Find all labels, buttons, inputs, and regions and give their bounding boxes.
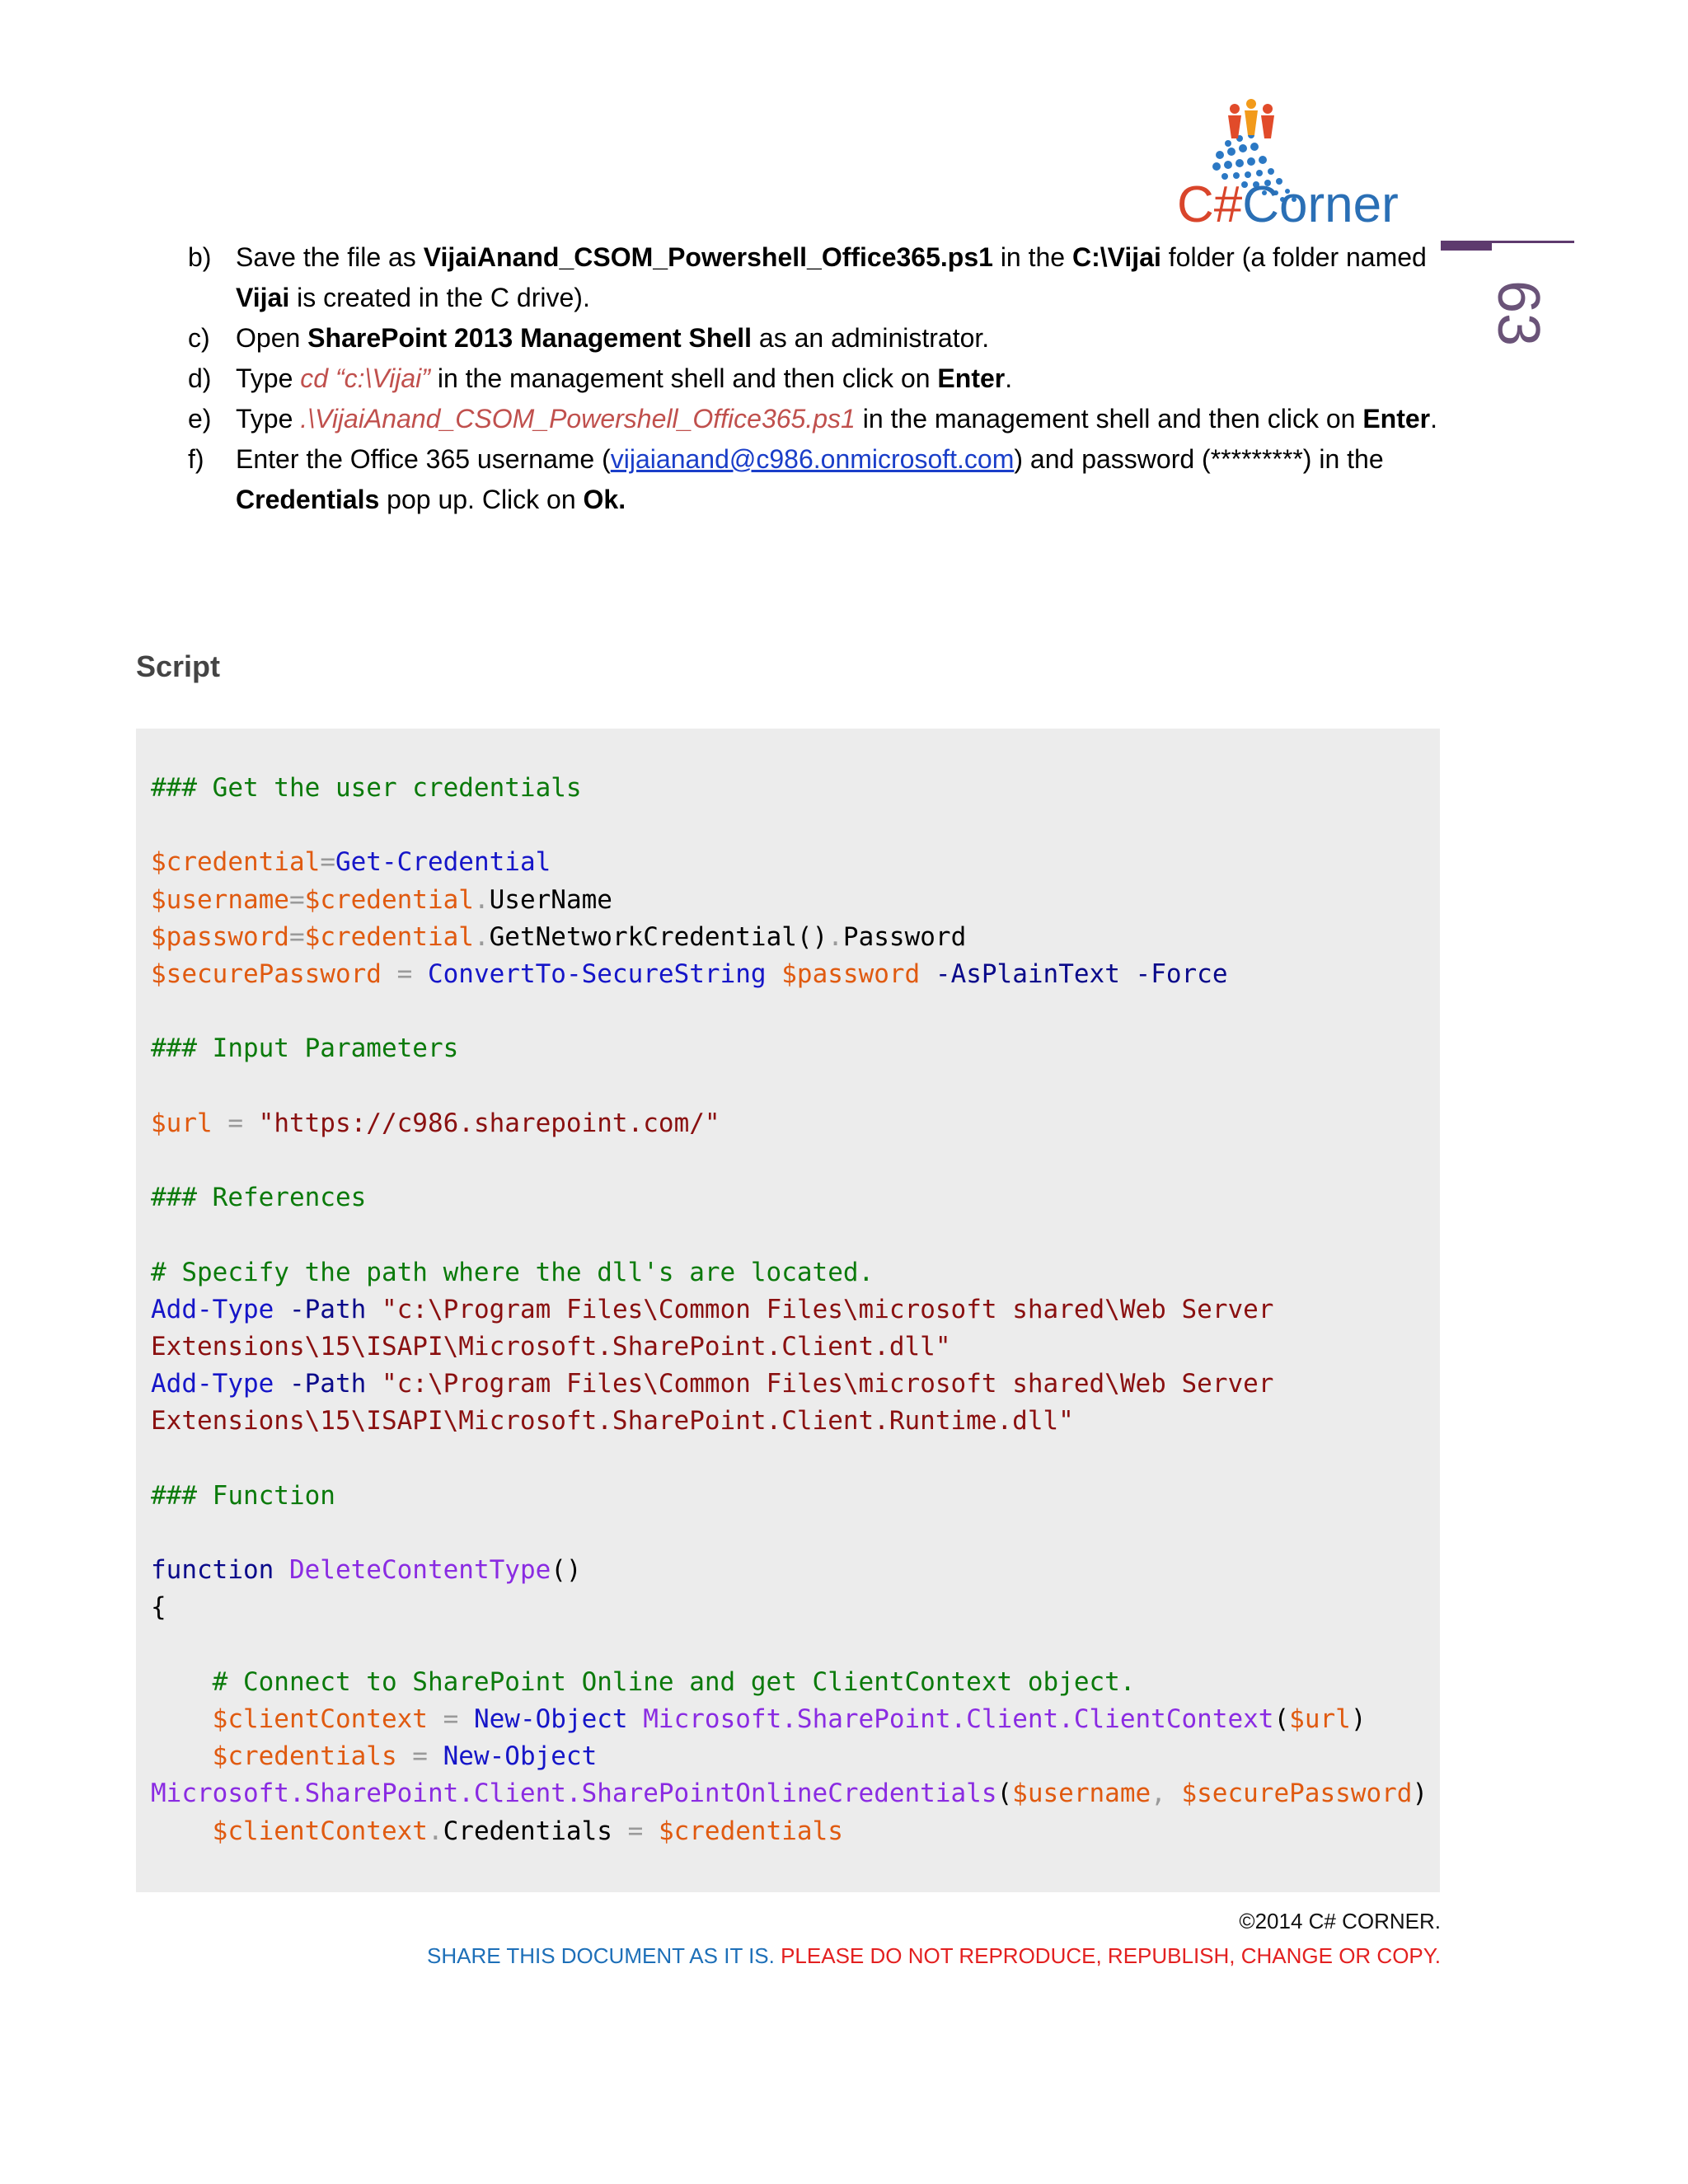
step-label: d) <box>188 363 212 393</box>
code-token: $clientContext <box>212 1704 428 1735</box>
code-line <box>151 956 1428 993</box>
code-line <box>151 1179 1428 1216</box>
code-token: New-Object <box>443 1741 598 1772</box>
step-plain-text: pop up. Click on <box>379 485 584 514</box>
code-token: = <box>288 921 305 952</box>
code-token: $credential <box>151 847 321 878</box>
code-line <box>151 1515 1428 1552</box>
code-token: ( <box>1273 1704 1290 1735</box>
brand-wordmark <box>1177 176 1399 233</box>
step-plain-text: Enter the Office 365 username ( <box>236 444 611 474</box>
code-line <box>151 1738 1428 1775</box>
code-line <box>151 1664 1428 1701</box>
footer-notice <box>427 1943 1441 1969</box>
code-token: $credentials <box>658 1816 843 1846</box>
code-token <box>274 1295 289 1324</box>
code-token: . <box>427 1816 443 1846</box>
code-token: = <box>320 847 335 878</box>
code-token: $securePassword <box>1181 1779 1413 1809</box>
code-token: Extensions\15\ISAPI\Microsoft.SharePoint.Client.Runtime.dll" <box>151 1406 1074 1436</box>
code-token: $credentials <box>212 1741 397 1772</box>
code-line <box>151 1589 1428 1626</box>
step-item <box>188 237 1449 318</box>
code-token: { <box>151 1592 166 1623</box>
code-token: $password <box>151 921 289 952</box>
step-item <box>188 359 1449 399</box>
code-line <box>151 882 1428 919</box>
code-token <box>366 1369 382 1399</box>
code-token: () <box>551 1555 582 1586</box>
step-label: c) <box>188 323 210 353</box>
page-number: 63 <box>1485 280 1551 347</box>
step-bold-text: Enter <box>1362 404 1431 434</box>
code-token: = <box>381 959 428 990</box>
code-token <box>274 1555 289 1585</box>
step-text <box>236 318 1449 359</box>
code-token: $credential <box>304 884 474 915</box>
code-token: $securePassword <box>151 959 382 990</box>
code-token: = <box>396 1741 443 1772</box>
code-token: $clientContext <box>212 1816 428 1846</box>
step-plain-text: . <box>1005 363 1013 393</box>
step-text <box>236 439 1449 520</box>
code-token: $url <box>1289 1704 1351 1735</box>
code-line <box>151 1627 1428 1664</box>
step-bold-text: VijaiAnand_CSOM_Powershell_Office365.ps1 <box>423 242 993 272</box>
code-token: # Specify the path where the dll's are located. <box>151 1257 874 1287</box>
code-token <box>274 1369 289 1399</box>
code-block <box>136 729 1440 1892</box>
code-line <box>151 1701 1428 1738</box>
code-token: = <box>612 1816 659 1846</box>
code-token: ### Function <box>151 1480 335 1511</box>
step-label: e) <box>188 404 212 434</box>
step-text <box>236 359 1449 399</box>
code-token: $username <box>151 884 289 915</box>
code-token: "c:\Program Files\Common Files\microsoft shared\Web Server <box>381 1294 1274 1324</box>
code-token: GetNetworkCredential() <box>489 921 828 952</box>
code-line <box>151 1068 1428 1105</box>
code-line <box>151 1478 1428 1515</box>
code-token: , <box>1151 1779 1182 1809</box>
step-plain-text: ) and password (*********) in the <box>1014 444 1384 474</box>
code-line <box>151 770 1428 807</box>
step-plain-text: is created in the C drive). <box>289 283 590 312</box>
code-token: Credentials <box>443 1816 612 1846</box>
code-line <box>151 1030 1428 1067</box>
step-plain-text: Save the file as <box>236 242 424 272</box>
code-token <box>151 1667 213 1697</box>
step-command-text: cd “c:\Vijai” <box>300 363 430 393</box>
code-token: Extensions\15\ISAPI\Microsoft.SharePoint.Client.dll" <box>151 1332 951 1362</box>
code-token: . <box>473 884 490 915</box>
code-line <box>151 1291 1428 1329</box>
code-token: Get-Credential <box>335 847 551 878</box>
code-token <box>151 1741 213 1771</box>
code-token: $credential <box>304 921 474 952</box>
instruction-steps <box>188 237 1449 520</box>
code-token: New-Object <box>473 1704 628 1735</box>
code-token: Password <box>842 921 967 952</box>
step-bold-text: Enter <box>937 363 1006 393</box>
code-token: Add-Type <box>151 1294 274 1324</box>
code-token <box>628 1704 644 1734</box>
step-plain-text: Type <box>236 404 301 434</box>
code-token: ### Get the user credentials <box>151 773 582 803</box>
footer-notice-blue: SHARE THIS DOCUMENT AS IT IS. <box>427 1943 781 1968</box>
step-bold-text: C:\Vijai <box>1071 242 1161 272</box>
footer-copyright: ©2014 C# CORNER. <box>1239 1909 1441 1933</box>
code-token <box>366 1295 382 1324</box>
step-plain-text: Open <box>236 323 308 353</box>
step-bold-text: Vijai <box>236 283 290 312</box>
brand-suffix: Corner <box>1242 176 1399 233</box>
step-text <box>236 237 1449 318</box>
step-bold-text: Credentials <box>236 485 380 514</box>
code-token: . <box>828 921 843 952</box>
code-line <box>151 1142 1428 1179</box>
step-plain-text: in the <box>992 242 1072 272</box>
code-token: $password <box>781 959 921 990</box>
code-line <box>151 919 1428 956</box>
code-line <box>151 1552 1428 1589</box>
code-line <box>151 1441 1428 1478</box>
code-token: function <box>151 1555 274 1586</box>
step-plain-text: in the management shell and then click on <box>429 363 938 393</box>
code-token: -Path <box>288 1369 367 1399</box>
code-token: $url <box>151 1108 213 1138</box>
step-plain-text: in the management shell and then click on <box>855 404 1363 434</box>
code-token: = <box>427 1704 474 1735</box>
code-token: # Connect to SharePoint Online and get ClientContext object. <box>212 1666 1136 1697</box>
step-text <box>236 399 1449 439</box>
code-token <box>151 1704 213 1734</box>
code-token: = <box>288 884 305 915</box>
step-label: f) <box>188 444 204 474</box>
code-token: = <box>212 1108 259 1138</box>
code-token: ### References <box>151 1183 367 1213</box>
code-token: -Path <box>288 1294 367 1324</box>
step-bold-text: SharePoint 2013 Management Shell <box>307 323 753 353</box>
code-token: ( <box>996 1779 1013 1809</box>
code-token <box>920 959 935 989</box>
code-line <box>151 807 1428 844</box>
code-token <box>767 959 782 989</box>
code-line <box>151 1813 1428 1850</box>
code-token: ### Input Parameters <box>151 1033 459 1064</box>
code-token: ) <box>1412 1779 1428 1809</box>
code-token <box>151 1816 213 1846</box>
step-plain-text: . <box>1430 404 1437 434</box>
code-token: DeleteContentType <box>288 1555 551 1586</box>
code-line <box>151 1254 1428 1291</box>
code-listing <box>151 770 1428 1850</box>
step-bold-text: Ok. <box>583 485 626 514</box>
code-line <box>151 1775 1428 1812</box>
code-line <box>151 1403 1428 1440</box>
code-token: UserName <box>489 884 612 915</box>
code-token: "https://c986.sharepoint.com/" <box>258 1108 720 1138</box>
code-token: . <box>473 921 490 952</box>
code-line <box>151 1105 1428 1142</box>
step-item <box>188 439 1449 520</box>
footer-notice-red: PLEASE DO NOT REPRODUCE, REPUBLISH, CHANGE OR COPY. <box>781 1943 1441 1968</box>
code-line <box>151 1366 1428 1403</box>
section-title: Script <box>136 649 221 683</box>
step-item <box>188 399 1449 439</box>
code-token: Add-Type <box>151 1369 274 1399</box>
code-line <box>151 1329 1428 1366</box>
code-line <box>151 844 1428 881</box>
code-token: "c:\Program Files\Common Files\microsoft shared\Web Server <box>381 1369 1274 1399</box>
step-item <box>188 318 1449 359</box>
code-line <box>151 1216 1428 1254</box>
code-token: -AsPlainText -Force <box>935 959 1228 990</box>
code-token: $username <box>1012 1779 1151 1809</box>
step-command-text: .\VijaiAnand_CSOM_Powershell_Office365.ps1 <box>300 404 856 434</box>
code-token: Microsoft.SharePoint.Client.ClientContext <box>643 1704 1274 1735</box>
code-token: ConvertTo-SecureString <box>427 959 767 990</box>
code-line <box>151 993 1428 1030</box>
code-token: Microsoft.SharePoint.Client.SharePointOnlineCredentials <box>151 1779 997 1809</box>
code-token: ) <box>1350 1704 1367 1735</box>
brand-prefix: C# <box>1177 176 1243 233</box>
step-plain-text: Type <box>236 363 301 393</box>
step-label: b) <box>188 242 212 272</box>
step-plain-text: as an administrator. <box>752 323 990 353</box>
step-plain-text: folder (a folder named <box>1160 242 1427 272</box>
email-link[interactable]: vijaianand@c986.onmicrosoft.com <box>610 444 1015 474</box>
